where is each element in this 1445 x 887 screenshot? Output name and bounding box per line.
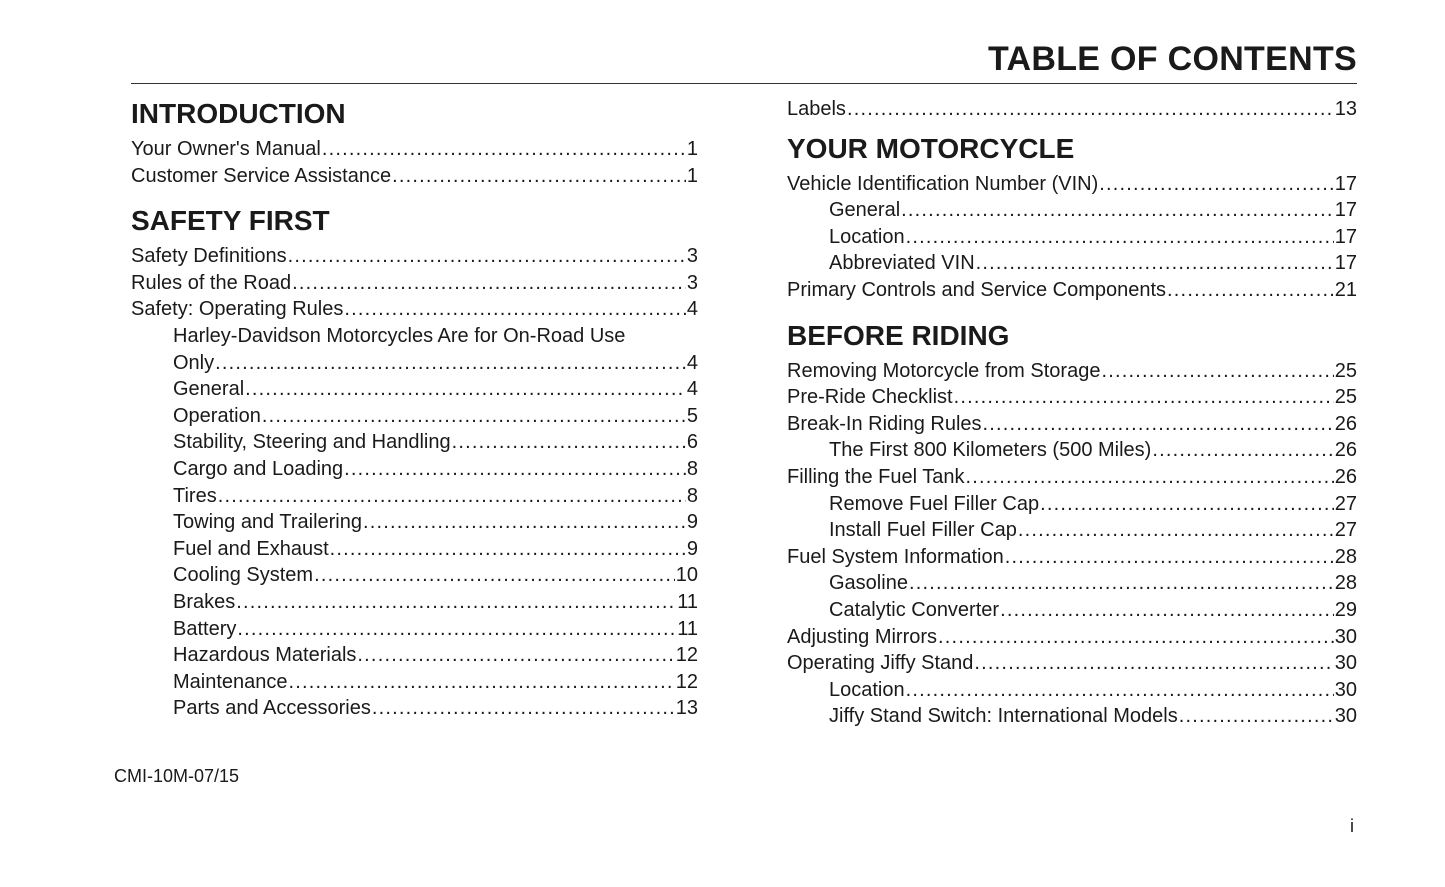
dot-leader	[262, 403, 686, 430]
toc-entry-page: 5	[686, 404, 698, 427]
toc-entry[interactable]	[787, 491, 1357, 518]
toc-entry-page: 25	[1334, 386, 1357, 409]
dot-leader	[901, 197, 1334, 224]
toc-entry[interactable]	[787, 703, 1357, 730]
toc-entry-title: Brakes	[173, 590, 236, 613]
toc-entry[interactable]	[131, 589, 698, 616]
toc-entry[interactable]	[131, 483, 698, 510]
toc-entry[interactable]	[131, 429, 698, 456]
toc-section	[787, 131, 1357, 304]
dot-leader	[906, 224, 1334, 251]
dot-leader	[218, 483, 686, 510]
dot-leader	[938, 624, 1334, 651]
toc-entry[interactable]	[787, 464, 1357, 491]
toc-entry-title: Rules of the Road	[131, 271, 292, 294]
toc-entry-page: 10	[675, 564, 698, 587]
toc-entry[interactable]	[787, 384, 1357, 411]
dot-leader	[1152, 437, 1333, 464]
toc-entry[interactable]	[131, 669, 698, 696]
toc-entry[interactable]	[131, 616, 698, 643]
toc-entry[interactable]	[131, 136, 698, 163]
toc-entry[interactable]	[131, 376, 698, 403]
toc-entry-title: Hazardous Materials	[173, 644, 357, 667]
toc-entry-title: Location	[829, 225, 905, 248]
toc-entry[interactable]	[787, 624, 1357, 651]
toc-entry-page: 1	[686, 164, 698, 187]
toc-entry-page: 27	[1334, 492, 1357, 515]
toc-entry[interactable]	[131, 243, 698, 270]
toc-entry-title: General	[829, 199, 901, 222]
toc-entry-title: Safety Definitions	[131, 245, 287, 268]
toc-entry[interactable]	[787, 96, 1357, 123]
toc-entry-page: 27	[1334, 519, 1357, 542]
toc-entry-title: Location	[829, 678, 905, 701]
toc-section	[787, 318, 1357, 730]
toc-entry-page: 8	[686, 484, 698, 507]
dot-leader	[1099, 171, 1334, 198]
left-column	[131, 96, 698, 722]
section-heading: SAFETY FIRST	[131, 205, 330, 237]
toc-entry[interactable]	[787, 224, 1357, 251]
toc-entry-page: 4	[686, 378, 698, 401]
toc-entry-page: 21	[1334, 278, 1357, 301]
document-code: CMI-10M-07/15	[114, 766, 240, 786]
toc-entry-title: Battery	[173, 617, 237, 640]
toc-entry[interactable]	[787, 544, 1357, 571]
toc-entry-title: Break-In Riding Rules	[787, 412, 982, 435]
toc-entry-title: Stability, Steering and Handling	[173, 431, 451, 454]
page-title: TABLE OF CONTENTS	[987, 40, 1357, 78]
toc-entry-title: Fuel System Information	[787, 545, 1004, 568]
toc-entry-page: 3	[686, 271, 698, 294]
toc-entry-page: 30	[1334, 705, 1357, 728]
toc-entry-list	[131, 136, 698, 189]
toc-entry-page: 30	[1334, 652, 1357, 675]
toc-entry[interactable]	[131, 296, 698, 323]
dot-leader	[906, 677, 1334, 704]
toc-entry-page: 8	[686, 457, 698, 480]
toc-entry-title: Adjusting Mirrors	[787, 625, 938, 648]
toc-entry[interactable]	[787, 197, 1357, 224]
toc-entry-title: General	[173, 378, 245, 401]
toc-entry-title: Abbreviated VIN	[829, 252, 975, 275]
dot-leader	[357, 642, 674, 669]
dot-leader	[237, 616, 676, 643]
toc-entry-list	[131, 243, 698, 722]
dot-leader	[1167, 277, 1334, 304]
toc-entry-list	[787, 358, 1357, 730]
toc-entry-title: Primary Controls and Service Components	[787, 278, 1167, 301]
toc-section	[131, 203, 698, 722]
title-divider	[131, 83, 1357, 84]
toc-entry-title: Operating Jiffy Stand	[787, 652, 974, 675]
dot-leader	[974, 650, 1333, 677]
dot-leader	[1000, 597, 1334, 624]
dot-leader	[1018, 517, 1334, 544]
toc-entry-page: 17	[1334, 252, 1357, 275]
toc-entry-page: 17	[1334, 199, 1357, 222]
toc-entry-page: 26	[1334, 465, 1357, 488]
toc-entry-page: 11	[677, 590, 698, 613]
toc-entry-title: Only	[173, 351, 215, 374]
toc-section	[131, 96, 698, 189]
toc-entry[interactable]	[787, 570, 1357, 597]
section-heading: BEFORE RIDING	[787, 319, 1010, 351]
toc-entry-title: Cargo and Loading	[173, 457, 344, 480]
toc-entry-page: 4	[686, 298, 698, 321]
toc-entry-page: 28	[1334, 572, 1357, 595]
toc-entry-title: Fuel and Exhaust	[173, 537, 329, 560]
toc-entry-page: 9	[686, 537, 698, 560]
toc-entry-title: Gasoline	[829, 572, 908, 595]
dot-leader	[966, 464, 1334, 491]
toc-entry-title: Install Fuel Filler Cap	[829, 519, 1017, 542]
toc-entry-title: Labels	[787, 98, 846, 120]
right-column	[787, 96, 1357, 730]
section-heading: YOUR MOTORCYCLE	[787, 132, 1075, 164]
dot-leader	[322, 136, 686, 163]
dot-leader	[372, 695, 675, 722]
dot-leader	[1101, 358, 1333, 385]
dot-leader	[847, 96, 1334, 123]
toc-entry-list	[787, 171, 1357, 304]
toc-entry-title: Your Owner's Manual	[131, 138, 321, 160]
toc-entry[interactable]	[131, 562, 698, 589]
toc-entry-title: Towing and Trailering	[173, 511, 362, 534]
toc-entry-page: 17	[1334, 225, 1357, 248]
dot-leader	[344, 296, 686, 323]
toc-entry[interactable]	[131, 456, 698, 483]
dot-leader	[1040, 491, 1334, 518]
toc-entry[interactable]	[787, 650, 1357, 677]
toc-entry-title: Cooling System	[173, 564, 314, 587]
toc-entry-title: Removing Motorcycle from Storage	[787, 359, 1101, 382]
toc-entry-page: 25	[1334, 359, 1357, 382]
toc-entry-page: 11	[677, 617, 698, 640]
toc-entry[interactable]	[131, 536, 698, 563]
dot-leader	[288, 243, 686, 270]
dot-leader	[236, 589, 676, 616]
toc-entry[interactable]	[787, 250, 1357, 277]
dot-leader	[330, 536, 686, 563]
dot-leader	[976, 250, 1334, 277]
toc-entry-page: 13	[675, 697, 698, 720]
toc-entry[interactable]	[131, 509, 698, 536]
toc-entry-title: Safety: Operating Rules	[131, 298, 344, 321]
dot-leader	[1005, 544, 1334, 571]
toc-entry-page: 28	[1334, 545, 1357, 568]
dot-leader	[909, 570, 1334, 597]
toc-entry-title: Jiffy Stand Switch: International Models	[829, 705, 1178, 728]
toc-entry-page: 3	[686, 245, 698, 268]
toc-entry-page: 29	[1334, 598, 1357, 621]
toc-entry[interactable]	[131, 350, 698, 377]
dot-leader	[314, 562, 675, 589]
section-heading: INTRODUCTION	[131, 98, 346, 129]
toc-entry-title: Parts and Accessories	[173, 697, 371, 720]
dot-leader	[392, 163, 686, 190]
toc-entry-title: Vehicle Identification Number (VIN)	[787, 172, 1099, 195]
toc-entry-page: 4	[686, 351, 698, 374]
toc-entry-page: 13	[1334, 98, 1357, 120]
toc-entry[interactable]	[131, 270, 698, 297]
toc-entry-page: 1	[686, 138, 698, 160]
dot-leader	[954, 384, 1334, 411]
dot-leader	[215, 350, 686, 377]
toc-entry[interactable]	[787, 517, 1357, 544]
toc-entry-page: 26	[1334, 412, 1357, 435]
toc-entry-title: Customer Service Assistance	[131, 164, 392, 187]
dot-leader	[289, 669, 675, 696]
dot-leader	[1179, 703, 1334, 730]
dot-leader	[292, 270, 686, 297]
toc-entry-title: Filling the Fuel Tank	[787, 465, 965, 488]
dot-leader	[363, 509, 686, 536]
toc-entry-page: 12	[675, 670, 698, 693]
toc-entry[interactable]	[131, 695, 698, 722]
toc-entry[interactable]	[131, 642, 698, 669]
toc-entry-title: Remove Fuel Filler Cap	[829, 492, 1040, 515]
toc-entry-title: Harley-Davidson Motorcycles Are for On-Road Use	[173, 324, 626, 347]
toc-entry[interactable]	[787, 677, 1357, 704]
toc-entry[interactable]	[131, 403, 698, 430]
dot-leader	[452, 429, 686, 456]
toc-entry-page: 9	[686, 511, 698, 534]
page-number: i	[1350, 816, 1354, 836]
dot-leader	[344, 456, 686, 483]
toc-entry[interactable]	[787, 358, 1357, 385]
toc-entry-page: 6	[686, 431, 698, 454]
toc-entry[interactable]	[131, 163, 698, 190]
toc-entry-page: 30	[1334, 678, 1357, 701]
toc-entry-title: The First 800 Kilometers (500 Miles)	[829, 439, 1152, 462]
dot-leader	[983, 411, 1334, 438]
toc-entry-title: Maintenance	[173, 670, 288, 693]
toc-entry-title: Operation	[173, 404, 261, 427]
toc-entry[interactable]	[787, 597, 1357, 624]
toc-entry-page: 17	[1334, 172, 1357, 195]
toc-entry[interactable]	[787, 411, 1357, 438]
toc-entry-page: 26	[1334, 439, 1357, 462]
toc-entry-title: Catalytic Converter	[829, 598, 1000, 621]
toc-entry-title: Pre-Ride Checklist	[787, 386, 953, 409]
dot-leader	[245, 376, 686, 403]
toc-entry[interactable]	[787, 171, 1357, 198]
toc-entry-page: 30	[1334, 625, 1357, 648]
toc-entry[interactable]	[787, 437, 1357, 464]
toc-entry[interactable]	[787, 277, 1357, 304]
toc-entry[interactable]	[131, 323, 698, 350]
toc-entry-page: 12	[675, 644, 698, 667]
toc-entry-list	[787, 96, 1357, 123]
toc-entry-title: Tires	[173, 484, 217, 507]
